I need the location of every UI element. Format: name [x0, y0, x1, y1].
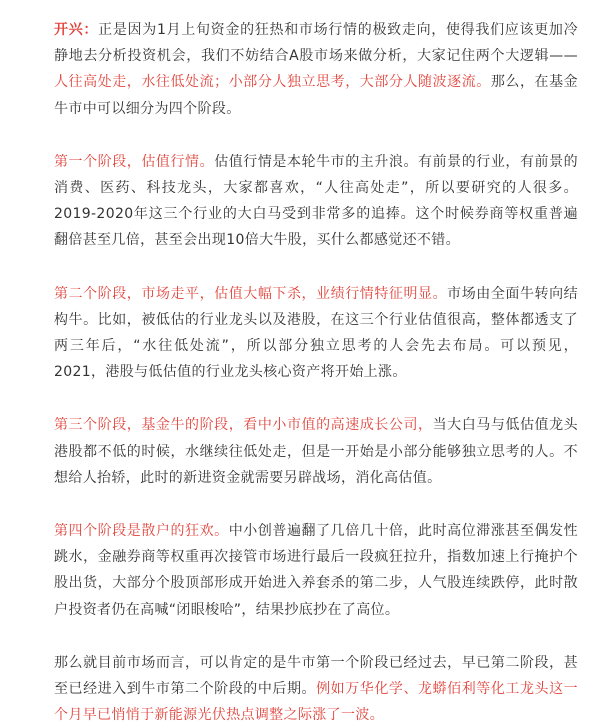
intro-text-end: 那么，在基金牛市中可以细分为四个阶段。: [54, 74, 578, 117]
stage-four-heading: 第四个阶段是散户的狂欢。: [54, 523, 229, 540]
author-label: 开兴：: [54, 22, 99, 38]
stage-one-text: 估值行情是本轮牛市的主升浪。有前景的行业，有前景的消费、医药、科技龙头，大家都喜欢，“人往高处走”，所以要研究的人很多。2019-2020年这三个行业的大白马受到非常多的追捧。这个时候券商等权重普遍翻倍甚至几倍，甚至会出现10倍大牛股，买什么都感觉还不错。: [54, 153, 579, 249]
paragraph-stage-three: [54, 412, 578, 491]
stage-one-heading: 第一个阶段，估值行情。: [54, 153, 215, 170]
paragraph-conclusion: [54, 650, 578, 728]
intro-text: 正是因为1月上旬资金的狂热和市场行情的极致走向，使得我们应该更加冷静地去分析投资机会，我们不妨结合A股市场来做分析，大家记住两个大逻辑——: [54, 22, 578, 65]
conclusion-highlight: 例如万华化学、龙蟒佰利等化工龙头这一个月早已悄悄于新能源光伏热点调整之际涨了一波。: [54, 681, 578, 724]
paragraph-intro: [54, 17, 578, 122]
stage-three-heading: 第三个阶段，基金牛的阶段，看中小市值的高速成长公司，: [54, 417, 433, 434]
stage-two-heading: 第二个阶段，市场走平，估值大幅下杀，业绩行情特征明显。: [54, 285, 448, 302]
conclusion-text: 那么就目前市场而言，可以肯定的是牛市第一个阶段已经过去，早已第二阶段，甚至已经进入到牛市第二个阶段的中后期。: [54, 654, 578, 698]
stage-three-text: 当大白马与低估值龙头港股都不低的时候，水继续往低处走，但是一开始是小部分能够独立思考的人。不想给人抬轿，此时的新进资金就需要另辟战场，消化高估值。: [54, 417, 578, 486]
stage-four-text: 中小创普遍翻了几倍几十倍，此时高位滞涨甚至偶发性跳水，金融券商等权重再次接管市场进行最后一段疯狂拉升，指数加速上行掩护个股出货，大部分个股顶部形成开始进入养套杀的第二步，人气股连续跌停，此时散户投资者仍在高喊“闭眼梭哈”，结果抄底抄在了高位。: [54, 523, 578, 618]
intro-highlight: 人往高处走，水往低处流；小部分人独立思考，大部分人随波逐流。: [54, 74, 491, 91]
paragraph-stage-one: [54, 149, 578, 254]
paragraph-stage-two: [54, 281, 578, 386]
stage-two-text: 市场由全面牛转向结构牛。比如，被低估的行业龙头以及港股，在这三个行业估值很高，整体都透支了两三年后，“水往低处流”，所以部分独立思考的人会先去布局。可以预见，2021，港股与低估值的行业龙头核心资产将开始上涨。: [54, 285, 578, 381]
paragraph-stage-four: [54, 518, 578, 623]
